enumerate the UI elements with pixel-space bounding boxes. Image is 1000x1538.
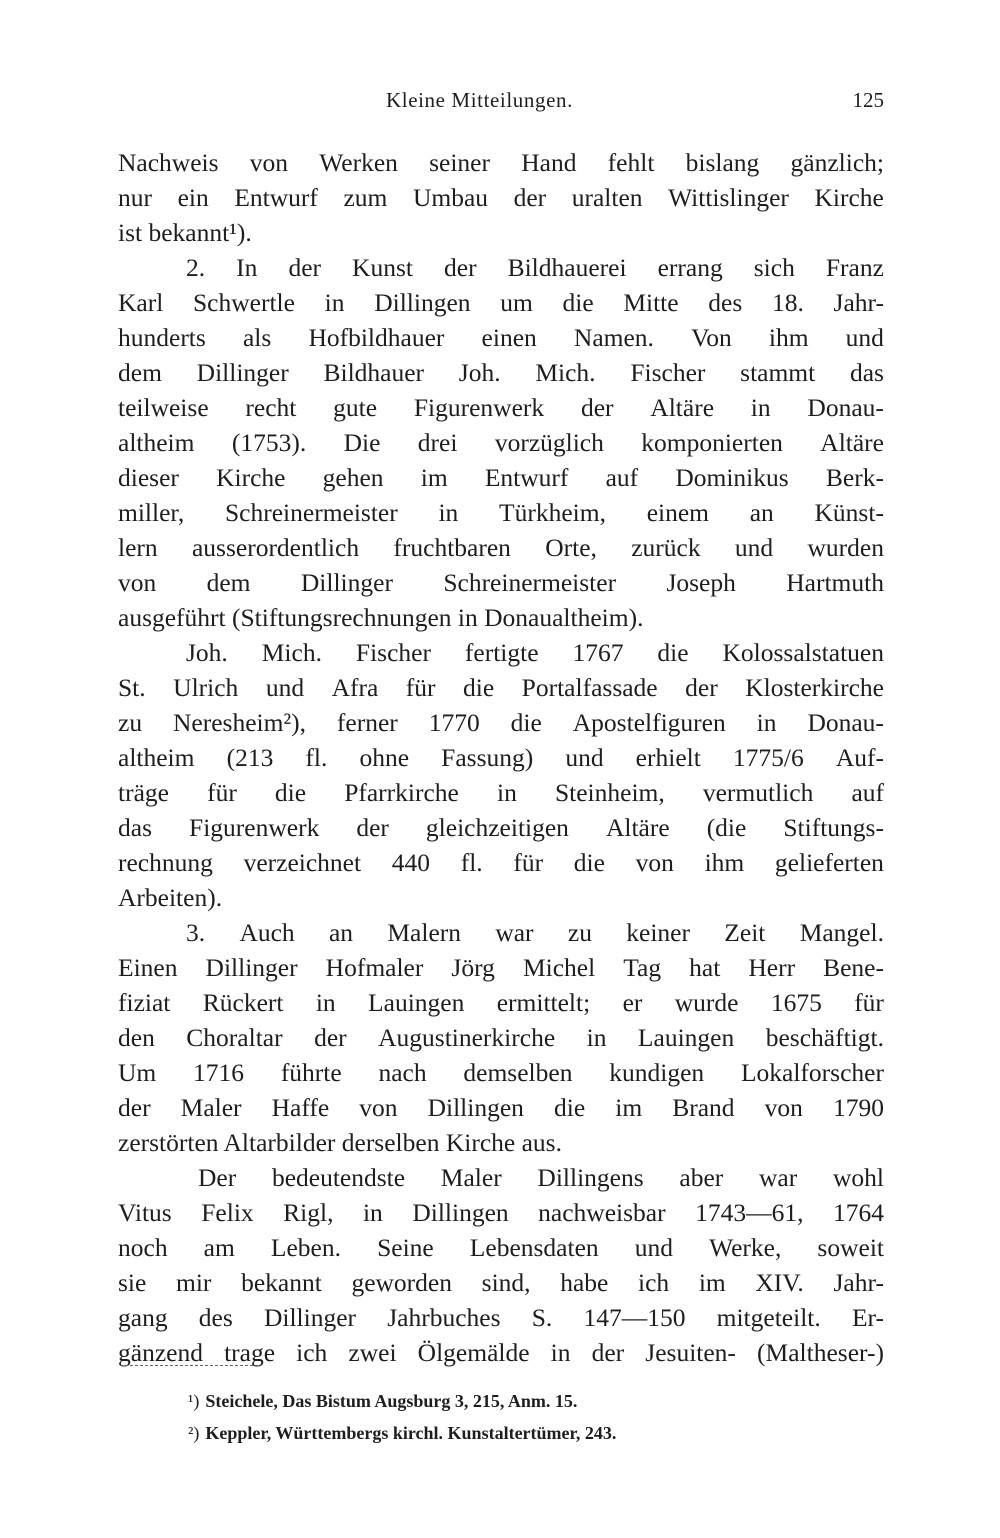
word: Fischer <box>355 638 431 667</box>
text-line <box>118 1020 884 1055</box>
word: in <box>315 988 336 1017</box>
word: beschäftigt. <box>765 1023 884 1052</box>
word: Bildhauer <box>323 358 425 387</box>
word: aber <box>679 1163 724 1192</box>
word: Einen <box>118 953 178 982</box>
word: kundigen <box>609 1058 705 1087</box>
text-line <box>118 285 884 320</box>
word: Schwertle <box>193 288 295 317</box>
word: gehen <box>322 463 384 492</box>
word: Steinheim, <box>554 778 665 807</box>
word: nachweisbar <box>538 1198 666 1227</box>
word: Altäre <box>820 428 884 457</box>
word: ihm <box>768 323 809 352</box>
footnote-mark: ²) <box>188 1423 200 1443</box>
word: Dillingens <box>537 1163 644 1192</box>
word: vermutlich <box>702 778 814 807</box>
word: Vitus <box>118 1198 172 1227</box>
word: noch <box>118 1233 168 1262</box>
word: Donau- <box>807 393 884 422</box>
word: ich <box>638 1268 670 1297</box>
word: XIV. <box>755 1268 804 1297</box>
word: das <box>849 358 884 387</box>
word: Jörg <box>451 953 495 982</box>
word: Namen. <box>573 323 654 352</box>
word: gleichzeitigen <box>425 813 569 842</box>
word: bedeutendste <box>271 1163 406 1192</box>
word: Haffe <box>271 1093 330 1122</box>
footnote-text: Keppler, Württembergs kirchl. Kunstaltertümer, 243. <box>205 1423 617 1443</box>
word: wohl <box>832 1163 884 1192</box>
word: am <box>203 1233 235 1262</box>
word: Stiftungs- <box>783 813 884 842</box>
word: die <box>463 673 495 702</box>
word: Joh. <box>458 358 501 387</box>
word: Wittislinger <box>668 183 789 212</box>
word: Dillinger <box>205 953 298 982</box>
word: sich <box>753 253 795 282</box>
word: Entwurf <box>484 463 569 492</box>
text-line <box>118 810 884 845</box>
word: dieser <box>118 463 179 492</box>
footnote-text: Steichele, Das Bistum Augsburg 3, 215, Anm. 15. <box>205 1391 578 1411</box>
text-line <box>118 460 884 495</box>
word: miller, <box>118 498 185 527</box>
word: im <box>420 463 448 492</box>
word: für <box>405 673 436 702</box>
word: sie <box>118 1268 147 1297</box>
footnote-mark: ¹) <box>188 1391 200 1411</box>
text-line <box>118 985 884 1020</box>
word: Altäre <box>605 813 670 842</box>
word: der <box>118 1093 151 1122</box>
word: der <box>685 673 718 702</box>
word: die <box>274 778 307 807</box>
footnote <box>188 1417 888 1449</box>
text-line <box>118 425 884 460</box>
word: Werke, <box>709 1233 782 1262</box>
text-line <box>118 320 884 355</box>
word: 1675 <box>770 988 822 1017</box>
word: in <box>497 778 517 807</box>
word: der <box>444 253 477 282</box>
word: (Maltheser-) <box>757 1338 884 1367</box>
word: komponierten <box>641 428 783 457</box>
word: auf <box>605 463 639 492</box>
word: die <box>554 1093 586 1122</box>
text-line <box>118 1195 884 1230</box>
word: an <box>328 918 354 947</box>
word: Neresheim²), <box>173 708 306 737</box>
word: zurück <box>631 533 701 562</box>
text-line <box>118 915 884 950</box>
word: der <box>591 1338 625 1367</box>
word: Apostelfiguren <box>572 708 726 737</box>
text-line <box>118 1265 884 1300</box>
text-line <box>118 635 884 670</box>
word: Entwurf <box>234 183 318 212</box>
word: 3. <box>186 918 206 947</box>
text-line <box>118 565 884 600</box>
word: an <box>749 498 774 527</box>
word: 1764 <box>832 1198 884 1227</box>
word: hunderts <box>118 323 206 352</box>
word: dem <box>206 568 251 597</box>
word: zu <box>567 918 592 947</box>
word: Joh. <box>186 638 228 667</box>
word: Zeit <box>724 918 766 947</box>
word: Hofbildhauer <box>308 323 445 352</box>
text-line <box>118 950 884 985</box>
word: und <box>734 533 774 562</box>
word: 2. <box>186 253 206 282</box>
word: 1767 <box>572 638 624 667</box>
word: ein <box>177 183 209 212</box>
word: mir <box>175 1268 212 1297</box>
word: Karl <box>118 288 164 317</box>
word: zu <box>118 708 143 737</box>
word: Rigl, <box>283 1198 334 1227</box>
word: nur <box>118 183 152 212</box>
word: gelieferten <box>774 848 884 877</box>
word: von <box>764 1093 803 1122</box>
word: lern <box>118 533 158 562</box>
word: von <box>359 1093 398 1122</box>
word: Rückert <box>202 988 284 1017</box>
word: träge <box>118 778 169 807</box>
word: und <box>634 1233 673 1262</box>
word: in <box>586 1023 607 1052</box>
word: habe <box>560 1268 609 1297</box>
word: gänzend <box>118 1338 203 1367</box>
word: und <box>565 743 604 772</box>
word: rechnung <box>118 848 213 877</box>
word: in <box>750 393 771 422</box>
word: 1743—61, <box>695 1198 804 1227</box>
word: Jahrbuches <box>387 1303 501 1332</box>
word: soweit <box>817 1233 884 1262</box>
word: Mitte <box>623 288 679 317</box>
word: des <box>198 1303 233 1332</box>
word: in <box>324 288 345 317</box>
word: Figurenwerk <box>189 813 320 842</box>
word: trage <box>224 1338 276 1367</box>
text-line <box>118 1090 884 1125</box>
word: Mangel. <box>799 918 884 947</box>
word: Maler <box>440 1163 502 1192</box>
word: als <box>242 323 272 352</box>
text-line <box>118 740 884 775</box>
text-line <box>118 180 884 215</box>
text-line <box>118 775 884 810</box>
word: Kirche <box>814 183 884 212</box>
word: demselben <box>463 1058 573 1087</box>
word: Tag <box>623 953 662 982</box>
word: im <box>615 1093 643 1122</box>
word: 1790 <box>832 1093 884 1122</box>
text-line <box>118 1230 884 1265</box>
word: den <box>118 1023 155 1052</box>
word: er <box>622 988 643 1017</box>
word: seiner <box>429 148 490 177</box>
word: Klosterkirche <box>745 673 884 702</box>
word: wurden <box>807 533 884 562</box>
word: für <box>207 778 237 807</box>
word: im <box>698 1268 726 1297</box>
word: Dillingen <box>427 1093 524 1122</box>
word: wurde <box>674 988 739 1017</box>
word: erhielt <box>635 743 701 772</box>
word: (1753). <box>231 428 307 457</box>
word: nach <box>378 1058 427 1087</box>
word: In <box>236 253 258 282</box>
word: Orte, <box>545 533 597 562</box>
word: die <box>657 638 689 667</box>
word: die <box>562 288 594 317</box>
word: war <box>758 1163 798 1192</box>
text-line <box>118 530 884 565</box>
word: Künst- <box>814 498 884 527</box>
word: Franz <box>825 253 884 282</box>
word: Hofmaler <box>325 953 424 982</box>
word: fruchtbaren <box>393 533 511 562</box>
text-line: Arbeiten). <box>118 883 223 912</box>
word: Lebensdaten <box>469 1233 599 1262</box>
word: Mich. <box>261 638 322 667</box>
word: Fischer <box>630 358 706 387</box>
word: Felix <box>201 1198 254 1227</box>
text-line: ist bekannt¹). <box>118 218 252 247</box>
word: von <box>635 848 674 877</box>
word: fehlt <box>607 148 655 177</box>
word: Nachweis <box>118 148 219 177</box>
word: geworden <box>351 1268 452 1297</box>
word: Donau- <box>807 708 884 737</box>
word: Lokalforscher <box>740 1058 884 1087</box>
word: Lauingen <box>368 988 465 1017</box>
word: Lauingen <box>637 1023 735 1052</box>
word: war <box>495 918 534 947</box>
word: stammt <box>740 358 816 387</box>
word: Hartmuth <box>786 568 884 597</box>
word: hat <box>689 953 721 982</box>
word: Altäre <box>650 393 715 422</box>
word: der <box>288 253 321 282</box>
word: Schreinermeister <box>224 498 398 527</box>
word: ich <box>296 1338 328 1367</box>
word: zum <box>343 183 388 212</box>
footnotes <box>188 1385 888 1449</box>
word: drei <box>417 428 458 457</box>
word: Jesuiten- <box>645 1338 736 1367</box>
word: 147—150 <box>583 1303 686 1332</box>
word: Um <box>118 1058 157 1087</box>
word: Dillinger <box>300 568 393 597</box>
word: Dillingen <box>412 1198 509 1227</box>
word: Hand <box>521 148 577 177</box>
text-line <box>118 355 884 390</box>
word: verzeichnet <box>243 848 362 877</box>
word: das <box>118 813 152 842</box>
word: für <box>854 988 884 1017</box>
word: in <box>756 708 777 737</box>
body-text <box>118 145 884 1370</box>
word: 1775/6 <box>732 743 804 772</box>
text-line <box>118 495 884 530</box>
word: auf <box>851 778 884 807</box>
word: dem <box>118 358 162 387</box>
word: recht <box>245 393 297 422</box>
word: Türkheim, <box>499 498 606 527</box>
word: Leben. <box>270 1233 341 1262</box>
word: ausserordentlich <box>191 533 360 562</box>
word: des <box>708 288 743 317</box>
word: Figurenwerk <box>413 393 545 422</box>
word: Mich. <box>535 358 596 387</box>
word: Malern <box>387 918 462 947</box>
word: Dillinger <box>196 358 289 387</box>
word: Dillinger <box>263 1303 357 1332</box>
word: sind, <box>481 1268 531 1297</box>
word: Bildhauerei <box>507 253 627 282</box>
running-head: Kleine Mitteilungen. <box>386 88 573 112</box>
word: der <box>314 1023 347 1052</box>
word: und <box>265 673 305 702</box>
word: gute <box>333 393 378 422</box>
word: altheim <box>118 743 195 772</box>
page-number: 125 <box>852 88 884 112</box>
word: um <box>500 288 533 317</box>
word: von <box>249 148 289 177</box>
word: Er- <box>851 1303 884 1332</box>
footnote-rule <box>120 1365 258 1366</box>
word: Der <box>198 1163 237 1192</box>
word: vorzüglich <box>494 428 604 457</box>
word: der <box>513 183 547 212</box>
text-line <box>118 845 884 880</box>
word: die <box>573 848 605 877</box>
word: in <box>362 1198 383 1227</box>
word: fertigte <box>464 638 539 667</box>
word: Dillingen <box>374 288 471 317</box>
word: Pfarrkirche <box>344 778 459 807</box>
word: Jahr- <box>833 1268 884 1297</box>
text-line <box>118 145 884 180</box>
word: bekannt <box>241 1268 322 1297</box>
word: in <box>550 1338 571 1367</box>
word: einen <box>481 323 537 352</box>
word: einem <box>646 498 709 527</box>
page-header <box>118 88 884 118</box>
text-line: ausgeführt (Stiftungsrechnungen in Donaualtheim). <box>118 603 644 632</box>
word: gänzlich; <box>790 148 884 177</box>
word: Kolossalstatuen <box>722 638 884 667</box>
word: 1716 <box>193 1058 245 1087</box>
word: Werken <box>319 148 398 177</box>
word: Choraltar <box>186 1023 283 1052</box>
word: fl. <box>305 743 328 772</box>
word: Schreinermeister <box>443 568 617 597</box>
word: 18. <box>771 288 804 317</box>
text-line <box>118 705 884 740</box>
word: führte <box>280 1058 342 1087</box>
footnote <box>188 1385 888 1417</box>
word: die <box>510 708 542 737</box>
word: bislang <box>685 148 760 177</box>
word: ferner <box>336 708 398 737</box>
word: Michel <box>522 953 596 982</box>
word: gang <box>118 1303 168 1332</box>
word: Brand <box>672 1093 735 1122</box>
word: Auf- <box>835 743 884 772</box>
word: 440 <box>391 848 431 877</box>
word: Kirche <box>216 463 286 492</box>
text-line <box>118 1055 884 1090</box>
word: (die <box>706 813 747 842</box>
text-line <box>118 670 884 705</box>
word: Ulrich <box>173 673 239 702</box>
word: uralten <box>571 183 643 212</box>
word: Maler <box>180 1093 242 1122</box>
word: keiner <box>626 918 690 947</box>
text-line: zerstörten Altarbilder derselben Kirche aus. <box>118 1128 562 1157</box>
word: ermittelt; <box>496 988 591 1017</box>
word: Dominikus <box>675 463 789 492</box>
word: der <box>580 393 614 422</box>
word: Joseph <box>666 568 736 597</box>
text-line <box>118 1300 884 1335</box>
word: in <box>438 498 459 527</box>
word: teilweise <box>118 393 209 422</box>
word: Die <box>343 428 381 457</box>
word: ihm <box>704 848 745 877</box>
word: 1770 <box>428 708 480 737</box>
text-line <box>118 1160 884 1195</box>
word: Auch <box>239 918 295 947</box>
word: Ölgemälde <box>417 1338 530 1367</box>
word: Kunst <box>352 253 413 282</box>
word: Bene- <box>823 953 884 982</box>
word: fl. <box>460 848 483 877</box>
word: Augustinerkirche <box>378 1023 556 1052</box>
word: altheim <box>118 428 195 457</box>
word: Jahr- <box>833 288 884 317</box>
word: fiziat <box>118 988 171 1017</box>
word: zwei <box>348 1338 397 1367</box>
word: der <box>356 813 389 842</box>
text-line <box>118 250 884 285</box>
word: Umbau <box>412 183 489 212</box>
word: St. <box>118 673 146 702</box>
word: ohne <box>359 743 410 772</box>
word: für <box>513 848 544 877</box>
word: von <box>118 568 157 597</box>
word: Fassung) <box>441 743 534 772</box>
word: Afra <box>331 673 379 702</box>
text-line <box>118 390 884 425</box>
word: Portalfassade <box>521 673 658 702</box>
word: mitgeteilt. <box>716 1303 821 1332</box>
word: errang <box>657 253 723 282</box>
word: und <box>845 323 884 352</box>
word: Seine <box>377 1233 434 1262</box>
word: Von <box>691 323 732 352</box>
word: Berk- <box>825 463 884 492</box>
word: S. <box>531 1303 553 1332</box>
word: Herr <box>748 953 796 982</box>
word: (213 <box>226 743 274 772</box>
